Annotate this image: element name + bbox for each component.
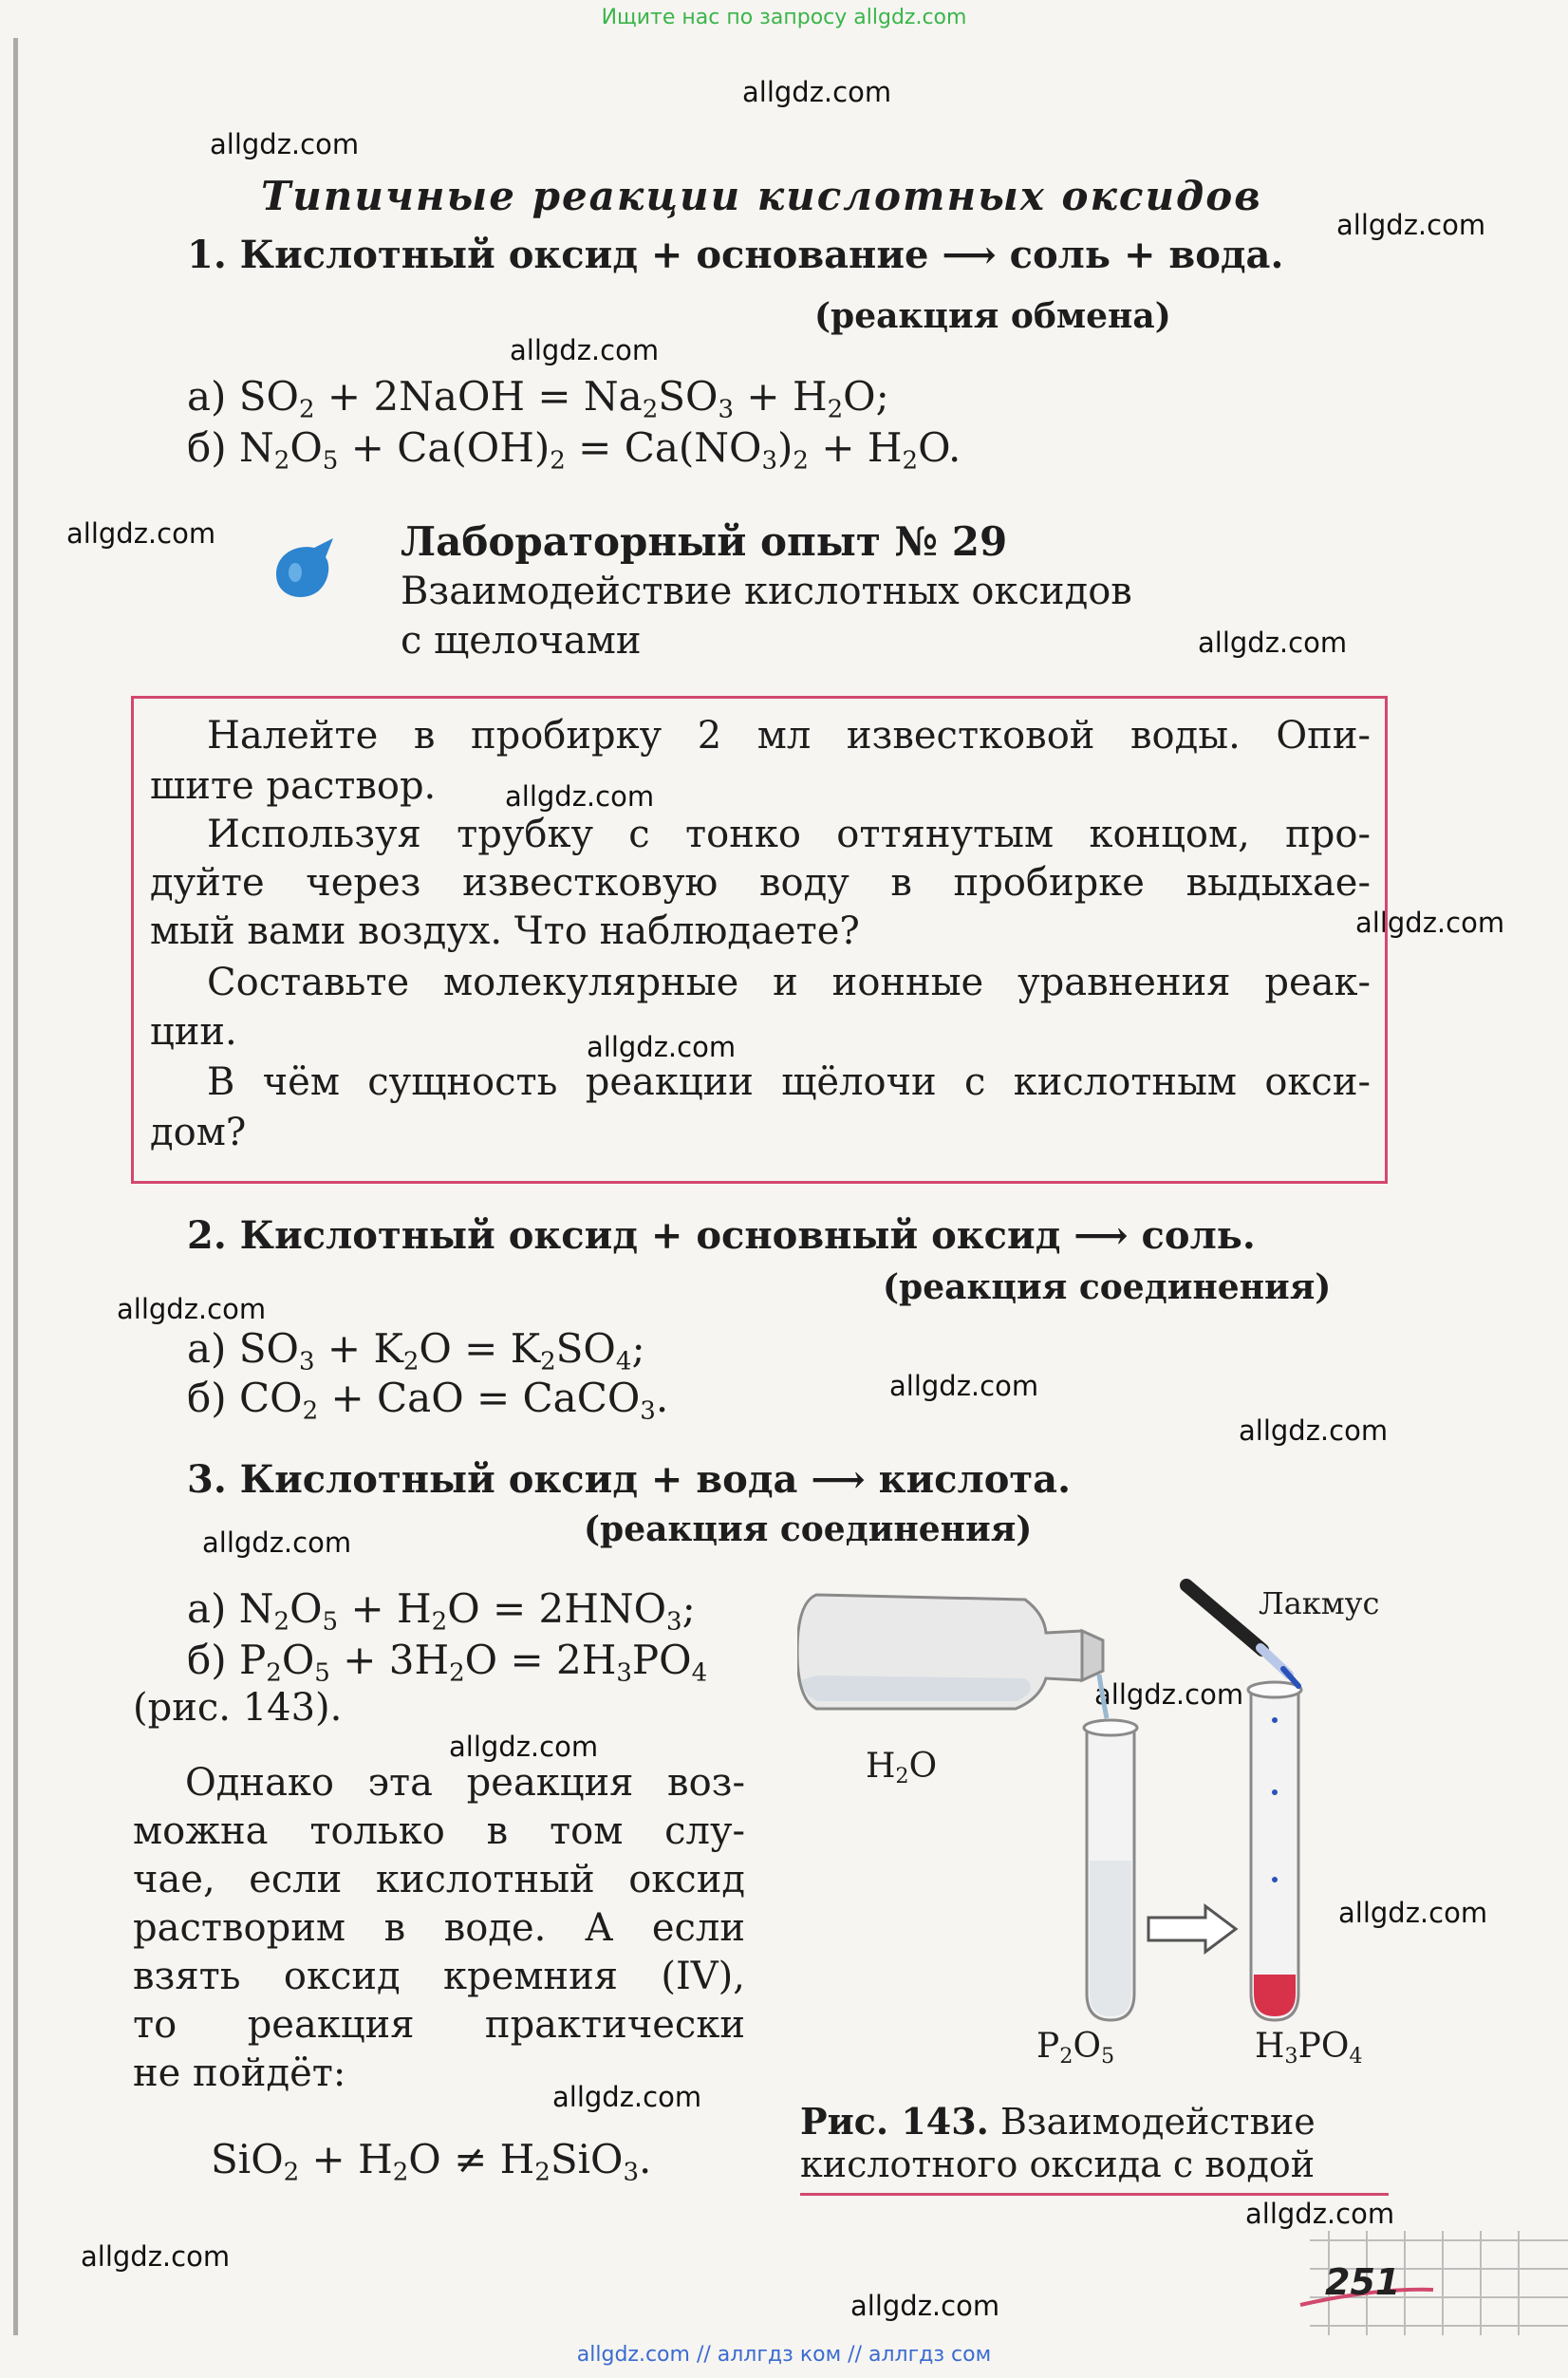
test-tube-left: [1084, 1720, 1137, 2020]
equation-sio2: $SiO_2 + H_2O \ne H_2SiO_3$.: [211, 2136, 652, 2187]
watermark: allgdz.com: [1239, 1414, 1389, 1447]
lab-drop-icon: [269, 536, 340, 603]
lab-line: мый вами воздух. Что наблюдаете?: [150, 909, 860, 953]
lab-line: Используя трубку с тонко оттянутым концом, про-: [207, 813, 1371, 856]
paragraph-line: не пойдёт:: [133, 2051, 346, 2095]
lab-line: Составьте молекулярные и ионные уравнения реак-: [207, 961, 1371, 1004]
water-bottle: [797, 1595, 1103, 1709]
watermark: allgdz.com: [552, 2081, 702, 2113]
equation-3b: б) $P_2O_5 + 3H_2O = 2H_3PO_4$: [187, 1637, 708, 1688]
test-tube-right: [1248, 1682, 1301, 2020]
figure-143-illustration: [797, 1576, 1367, 2088]
watermark: allgdz.com: [1198, 627, 1348, 659]
watermark: allgdz.com: [889, 1370, 1039, 1402]
figure-caption-line2: кислотного оксида с водой: [800, 2144, 1316, 2185]
book-spine-shadow: [13, 38, 18, 2335]
watermark: allgdz.com: [1245, 2198, 1395, 2230]
watermark: allgdz.com: [210, 128, 360, 160]
figure-reference: (рис. 143).: [133, 1686, 343, 1730]
header-ad-text[interactable]: Ищите нас по запросу allgdz.com: [601, 6, 967, 29]
rule-3-type: (реакция соединения): [584, 1509, 1033, 1549]
paragraph-line: чае, если кислотный оксид: [133, 1858, 745, 1901]
paragraph-line: растворим в воде. А если: [133, 1906, 745, 1950]
lab-line: шите раствор.: [150, 764, 437, 808]
paragraph-line: Однако эта реакция воз-: [185, 1761, 745, 1805]
watermark: allgdz.com: [1094, 1678, 1244, 1711]
label-h3po4: $H_3PO_4$: [1255, 2027, 1363, 2069]
watermark: allgdz.com: [505, 780, 655, 813]
watermark: allgdz.com: [117, 1293, 267, 1325]
lab-line: В чём сущность реакции щёлочи с кислотным окси-: [207, 1060, 1371, 1104]
label-p2o5: $P_2O_5$: [1036, 2027, 1115, 2069]
watermark: allgdz.com: [510, 334, 660, 366]
rule-2-heading: 2. Кислотный оксид + основный оксид ⟶ соль.: [187, 1213, 1256, 1258]
watermark: allgdz.com: [81, 2240, 231, 2273]
watermark: allgdz.com: [742, 76, 892, 108]
lab-line: дуйте через известковую воду в пробирке выдыхае-: [150, 861, 1371, 905]
equation-2a: а) $SO_3 + K_2O = K_2SO_4$;: [187, 1325, 645, 1376]
label-litmus: Лакмус: [1259, 1585, 1380, 1621]
paragraph-line: можна только в том слу-: [133, 1809, 745, 1853]
watermark: allgdz.com: [1338, 1897, 1488, 1929]
equation-1a: а) $SO_2$ + 2NaOH = $Na_2SO_3 + H_2O$;: [187, 373, 889, 424]
figure-caption-text: Взаимодействие: [988, 2101, 1316, 2143]
figure-number: Рис. 143.: [800, 2100, 989, 2143]
footer-ad-text[interactable]: allgdz.com // аллгдз ком // аллгдз сом: [576, 2343, 992, 2367]
arrow-right-icon: [1148, 1906, 1236, 1952]
lab-line: дом?: [150, 1111, 247, 1154]
watermark: allgdz.com: [1336, 209, 1486, 241]
rule-2-type: (реакция соединения): [883, 1267, 1332, 1307]
water-stream: [1099, 1675, 1107, 1718]
watermark: allgdz.com: [587, 1031, 737, 1063]
watermark: allgdz.com: [202, 1526, 352, 1559]
caption-underline: [800, 2193, 1389, 2196]
paragraph-line: взять оксид кремния (IV),: [133, 1955, 745, 1998]
lab-line: Налейте в пробирку 2 мл известковой воды. Опи-: [207, 714, 1371, 758]
watermark: allgdz.com: [449, 1731, 599, 1763]
equation-2b: б) $CO_2$ + CaO = CaCO$_3$.: [187, 1375, 669, 1426]
lab-subtitle-line2: с щелочами: [401, 619, 642, 663]
paragraph-line: то реакция практически: [133, 2003, 745, 2047]
watermark: allgdz.com: [1355, 907, 1505, 939]
rule-1-heading: 1. Кислотный оксид + основание ⟶ соль + вода.: [187, 233, 1284, 277]
label-h2o: $H_2O$: [866, 1747, 938, 1789]
lab-subtitle-line1: Взаимодействие кислотных оксидов: [401, 570, 1132, 613]
lab-title: Лабораторный опыт № 29: [401, 518, 1008, 565]
rule-1-type: (реакция обмена): [814, 296, 1171, 336]
rule-3-heading: 3. Кислотный оксид + вода ⟶ кислота.: [187, 1457, 1072, 1502]
watermark: allgdz.com: [850, 2290, 1000, 2322]
lab-line: ции.: [150, 1010, 237, 1054]
figure-caption-line1: [800, 2100, 1316, 2143]
equation-3a: а) $N_2O_5 + H_2O = 2HNO_3$;: [187, 1585, 696, 1637]
equation-1b: б) $N_2O_5 + Ca(OH)_2 = Ca(NO_3)_2 + H_2O$.: [187, 424, 961, 476]
watermark: allgdz.com: [66, 517, 216, 550]
section-title: Типичные реакции кислотных оксидов: [261, 173, 1262, 219]
page-number: 251: [1325, 2261, 1401, 2303]
